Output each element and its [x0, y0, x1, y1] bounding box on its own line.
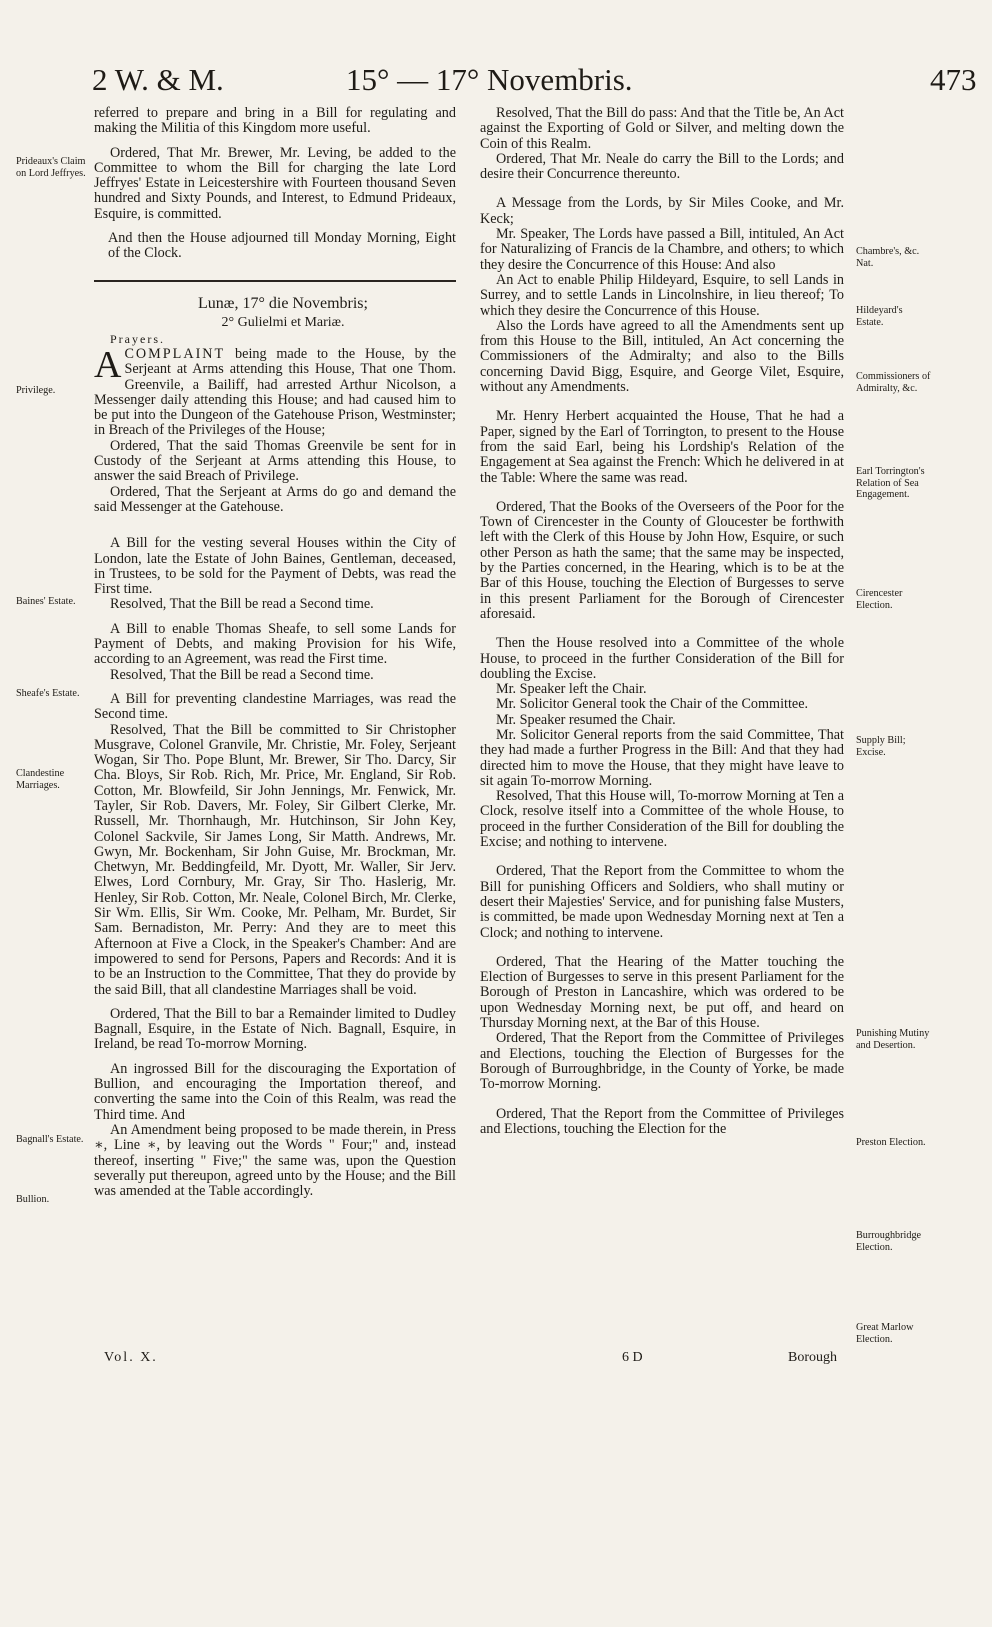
header-dates: 15° — 17° Novembris. — [346, 62, 633, 97]
spaced-word: COMPLAINT — [124, 345, 226, 362]
margin-note: Great Marlow Election. — [856, 1322, 914, 1345]
margin-note: Prideaux's Claim on Lord Jeffryes. — [16, 156, 86, 179]
paragraph: Mr. Solicitor General reports from the said Committee, That they had made a further Progress in the Bill: And that they had directed him to move the House, that they might have leave to sit again To-morrow Morning. — [480, 726, 844, 789]
paragraph: Mr. Speaker, The Lords have passed a Bill, intituled, An Act for Naturalizing of Francis de la Chambre, and others; to which they desire the Concurrence of this House: And also — [480, 226, 844, 273]
paragraph: Ordered, That the Hearing of the Matter touching the Election of Burgesses to serve in this present Parliament for the Borough of Preston in Lancashire, which was ordered to be upon Wednesday Morning next, be put off, and heard on Thursday Morning next, at the Bar of this House. — [480, 953, 844, 1032]
paragraph: Also the Lords have agreed to all the Amendments sent up from this House to the Bill, intituled, An Act concerning the Commissioners of the Admiralty; and also to the Bills concerning David Bigg, Esquire, and George Vilet, Esquire, without any Amendments. — [480, 317, 844, 396]
page-number: 473 — [930, 62, 977, 97]
paragraph: A Message from the Lords, by Sir Miles Cooke, and Mr. Keck; — [480, 195, 844, 227]
paragraph: An Amendment being proposed to be made therein, in Press ∗, Line ∗, by leaving out the Words " Four;" and, instead thereof, inserting " Five;" the same was, upon the Question severally put thereupon, agreed unto by the House; and the Bill was amended at the Table accordingly. — [94, 1121, 456, 1200]
margin-note: Preston Election. — [856, 1137, 926, 1148]
margin-note: Earl Torrington's Relation of Sea Engagement. — [856, 466, 925, 500]
paragraph: Mr. Solicitor General took the Chair of the Committee. — [496, 696, 809, 713]
paragraph: Resolved, That the Bill be read a Second time. — [110, 666, 374, 683]
day-heading: Lunæ, 17° die Novembris; — [198, 294, 368, 312]
section-divider — [94, 280, 456, 282]
paragraph-text: being made to the House, by the Serjeant at Arms attending this House, That one Thom. Greenvile, a Bailiff, had arrested Arthur Nicolson, a Messenger daily attending this House; and had caused him to be put into the Dungeon of the Gatehouse Prison, Westminster; in Breach of the Privileges of the House; — [94, 345, 456, 439]
margin-note: Supply Bill; Excise. — [856, 735, 906, 758]
paragraph: A Bill for the vesting several Houses within the City of London, late the Estate of John Baines, Gentleman, deceased, in Trustees, to be sold for the Payment of Debts, was read the First time. — [94, 535, 456, 598]
drop-cap: A — [94, 343, 122, 386]
header-regnal-year: 2 W. & M. — [92, 62, 224, 97]
paragraph: Resolved, That the Bill be read a Second time. — [110, 596, 374, 613]
margin-note: Baines' Estate. — [16, 596, 76, 607]
paragraph: An ingrossed Bill for the discouraging the Exportation of Bullion, and encouraging the Importation thereof, and converting the same into the Coin of this Realm, was read the Third time. And — [94, 1060, 456, 1123]
margin-note: Sheafe's Estate. — [16, 688, 80, 699]
margin-note: Privilege. — [16, 385, 56, 396]
paragraph: Ordered, That the Report from the Committee of Privileges and Elections, touching the Election of Burgesses for the Borough of Burroughbridge, in the County of Yorke, be made To-morrow Morning. — [480, 1030, 844, 1093]
paragraph: Ordered, That Mr. Brewer, Mr. Leving, be added to the Committee to whom the Bill for charging the late Lord Jeffryes' Estate in Leicestershire with Fourteen thousand Seven hundred and Sixty Pounds, and Interest, to Edmund Prideaux, Esquire, is committed. — [94, 144, 456, 222]
paragraph: A Bill for preventing clandestine Marriages, was read the Second time. — [94, 690, 456, 723]
paragraph: Ordered, That the Serjeant at Arms do go and demand the said Messenger at the Gatehouse. — [94, 483, 456, 515]
left-column — [94, 106, 456, 1199]
paragraph: Ordered, That the said Thomas Greenvile be sent for in Custody of the Serjeant at Arms attending this House, to answer the said Breach of Privilege. — [94, 437, 456, 485]
margin-note: Cirencester Election. — [856, 588, 903, 611]
signature-mark: 6 D — [622, 1350, 643, 1365]
paragraph: Mr. Henry Herbert acquainted the House, That he had a Paper, signed by the Earl of Torrington, to present to the House from the said Earl, being his Lordship's Relation of the Engagement at Sea against the French: Which he delivered in at the Table: Where the same was read. — [480, 408, 844, 486]
paragraph: Ordered, That the Bill to bar a Remainder limited to Dudley Bagnall, Esquire, in the Estate of Nich. Bagnall, Esquire, in Ireland, be read To-morrow Morning. — [94, 1005, 456, 1053]
paragraph: Mr. Speaker left the Chair. — [496, 681, 647, 698]
margin-note: Bullion. — [16, 1194, 50, 1205]
margin-note: Burroughbridge Election. — [856, 1230, 922, 1253]
paragraph: Ordered, That the Books of the Overseers of the Poor for the Town of Cirencester in the County of Gloucester be forthwith left with the Clerk of this House by John How, Esquire, or such other Person as hath the same; that the same may be inspected, by the Parties concerned, in the Hearing, which is to be at the Bar of this House, touching the Election of Burgesses to serve in this present Parliament for the Borough of Cirencester aforesaid. — [480, 498, 844, 622]
paragraph: Ordered, That the Report from the Committee of Privileges and Elections, touching the Election for the — [480, 1105, 844, 1137]
margin-note: Chambre's, &c. Nat. — [856, 246, 920, 269]
margin-note: Commissioners of Admiralty, &c. — [856, 371, 931, 394]
paragraph: Resolved, That the Bill do pass: And that the Title be, An Act against the Exporting of Gold or Silver, and melting down the Coin of this Realm. — [480, 105, 844, 152]
margin-note: Clandestine Marriages. — [16, 768, 65, 791]
paragraph: Resolved, That the Bill be committed to Sir Christopher Musgrave, Colonel Granvile, Mr. Christie, Mr. Foley, Serjeant Wogan, Sir Tho. Pope Blunt, Mr. Brewer, Sir Tho. Darcy, Sir Cha. Bloys, Sir Rob. Rich, Mr. Price, Mr. England, Sir Rob. Cotton, Mr. Blowfeild, Sir John Jennings, Mr. Fenwick, Mr. Tayler, Sir Rob. Davers, Mr. Foley, Sir Gilbert Clerke, Mr. Russell, Mr. Thornhaugh, Mr. Hutchinson, Sir John Key, Colonel Sackvile, Sir James Long, Sir Matth. Andrews, Mr. Gwyn, Mr. Bockenham, Sir John Guise, Mr. Brockman, Mr. Chetwyn, Mr. Beddingfeild, Mr. Dyott, Mr. Waller, Sir Jerv. Elwes, Lord Cornbury, Mr. Gray, Sir Tho. Haslerig, Mr. Henley, Sir Rob. Cotton, Mr. Neale, Colonel Birch, Mr. Clerke, Sir Wm. Ellis, Sir Wm. Cooke, Mr. Pelham, Mr. Burdet, Sir Sam. Bernadiston, Mr. Perry: And they are to meet this Afternoon at Five a Clock, in the Speaker's Chamber: And are impowered to send for Persons, Papers and Records: And it is to be an Instruction to the Committee, That they do provide by the said Bill, that all clandestine Marriages shall be void. — [94, 721, 456, 998]
paragraph: Ordered, That Mr. Neale do carry the Bill to the Lords; and desire their Concurrence thereunto. — [480, 150, 844, 183]
paragraph: An Act to enable Philip Hildeyard, Esquire, to sell Lands in Surrey, and to settle Lands in Lincolnshire, in lieu thereof; To which they desire the Concurrence of this House. — [480, 271, 844, 319]
adjournment: And then the House adjourned till Monday Morning, Eight of the Clock. — [108, 230, 456, 262]
paragraph: Then the House resolved into a Committee of the whole House, to proceed in the further Consideration of the Bill for doubling the Excise. — [480, 635, 844, 682]
paragraph: A Bill to enable Thomas Sheafe, to sell some Lands for Payment of Debts, and making Provision for his Wife, according to an Agreement, was read the First time. — [94, 620, 456, 668]
day-subheading: 2° Gulielmi et Mariæ. — [221, 314, 345, 330]
margin-note: Hildeyard's Estate. — [856, 305, 903, 328]
prayers-heading: Prayers. — [110, 331, 165, 346]
paragraph: Resolved, That this House will, To-morrow Morning at Ten a Clock, resolve itself into a Committee of the whole House, to proceed in the further Consideration of the Bill for doubling the Excise; and nothing to intervene. — [480, 788, 844, 851]
paragraph: Ordered, That the Report from the Committee to whom the Bill for punishing Officers and Soldiers, who shall mutiny or desert their Majesties' Service, and for punishing false Musters, is committed, be made upon Wednesday Morning next at Ten a Clock; and nothing to intervene. — [480, 863, 844, 941]
paragraph: referred to prepare and bring in a Bill for regulating and making the Militia of this Kingdom more useful. — [94, 105, 456, 137]
catchword: Borough — [788, 1350, 837, 1365]
volume-number: Vol. X. — [104, 1350, 158, 1365]
right-column — [480, 106, 844, 1137]
margin-note: Punishing Mutiny and Desertion. — [856, 1028, 930, 1051]
paragraph: Mr. Speaker resumed the Chair. — [496, 711, 676, 728]
margin-note: Bagnall's Estate. — [16, 1134, 84, 1145]
paragraph-complaint — [94, 343, 456, 439]
running-header — [0, 62, 992, 102]
